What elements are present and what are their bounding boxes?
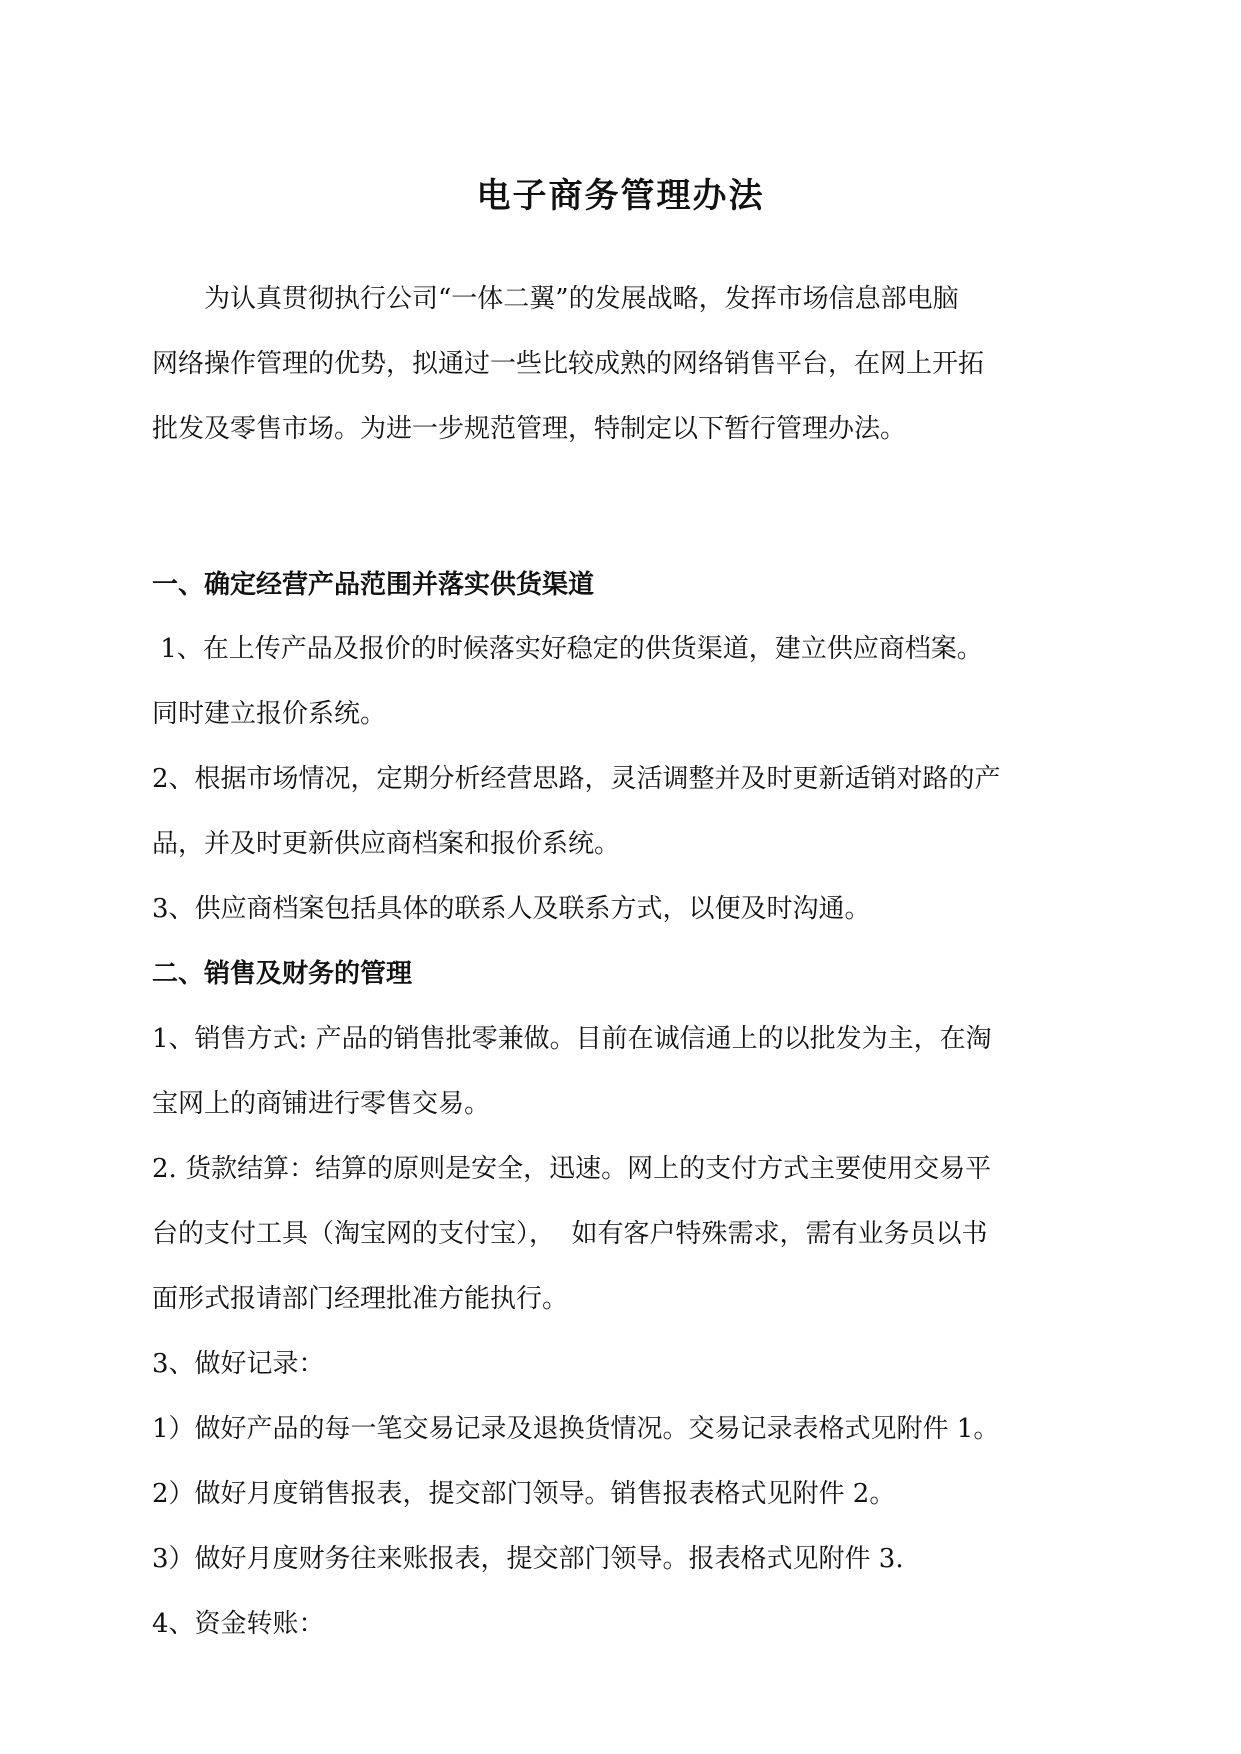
section-2-item-1-line-2: 宝网上的商铺进行零售交易。: [152, 1089, 491, 1119]
section-2-subitems: [152, 1407, 1092, 1602]
section-1-item-2-line-2: 品，并及时更新供应商档案和报价系统。: [152, 829, 621, 859]
section-1-item-2: [152, 757, 1092, 887]
intro-line-3: 批发及零售市场。为进一步规范管理，特制定以下暂行管理办法。: [152, 414, 907, 444]
section-2-subitem-1: 1）做好产品的每一笔交易记录及退换货情况。交易记录表格式见附件 1。: [152, 1414, 1000, 1444]
section-1-item-1-line-1: 1、在上传产品及报价的时候落实好稳定的供货渠道，建立供应商档案。: [152, 634, 983, 664]
section-2-item-1-line-1: 1、销售方式: 产品的销售批零兼做。目前在诚信通上的以批发为主，在淘: [152, 1024, 992, 1054]
section-2-item-2: [152, 1147, 1092, 1342]
section-1-item-1-line-2: 同时建立报价系统。: [152, 699, 387, 729]
document-title: 电子商务管理办法: [476, 176, 765, 216]
intro-line-1: 为认真贯彻执行公司“一体二翼”的发展战略，发挥市场信息部电脑: [204, 284, 959, 314]
section-1-item-2-line-1: 2、根据市场情况，定期分析经营思路，灵活调整并及时更新适销对路的产: [152, 764, 1001, 794]
section-2-item-2-line-3: 面形式报请部门经理批准方能执行。: [152, 1284, 569, 1314]
section-2-item-4-line-1: 4、资金转账：: [152, 1609, 325, 1639]
section-2-subitem-3: 3）做好月度财务往来账报表，提交部门领导。报表格式见附件 3.: [152, 1544, 904, 1574]
section-2-item-3-line-1: 3、做好记录：: [152, 1349, 325, 1379]
section-1-item-3-line-1: 3、供应商档案包括具体的联系人及联系方式，以便及时沟通。: [152, 894, 871, 924]
section-2-item-4: [152, 1602, 1092, 1667]
intro-paragraph-cont: [152, 342, 1092, 472]
section-1-item-3: [152, 887, 1092, 952]
section-2-item-3: [152, 1342, 1092, 1407]
section-2-heading: 二、销售及财务的管理: [152, 959, 413, 989]
section-2-subitem-2: 2）做好月度销售报表，提交部门领导。销售报表格式见附件 2。: [152, 1479, 896, 1509]
intro-line-2: 网络操作管理的优势，拟通过一些比较成熟的网络销售平台，在网上开拓: [152, 349, 985, 379]
intro-paragraph: [152, 277, 1092, 342]
section-2-item-2-line-2: 台的支付工具（淘宝网的支付宝）， 如有客户特殊需求，需有业务员以书: [152, 1219, 988, 1249]
section-2-item-2-line-1: 2. 货款结算：结算的原则是安全，迅速。网上的支付方式主要使用交易平: [152, 1154, 992, 1184]
section-1-item-1: [152, 627, 1092, 757]
section-1-heading: 一、确定经营产品范围并落实供货渠道: [152, 570, 595, 600]
section-2-item-1: [152, 1017, 1092, 1147]
